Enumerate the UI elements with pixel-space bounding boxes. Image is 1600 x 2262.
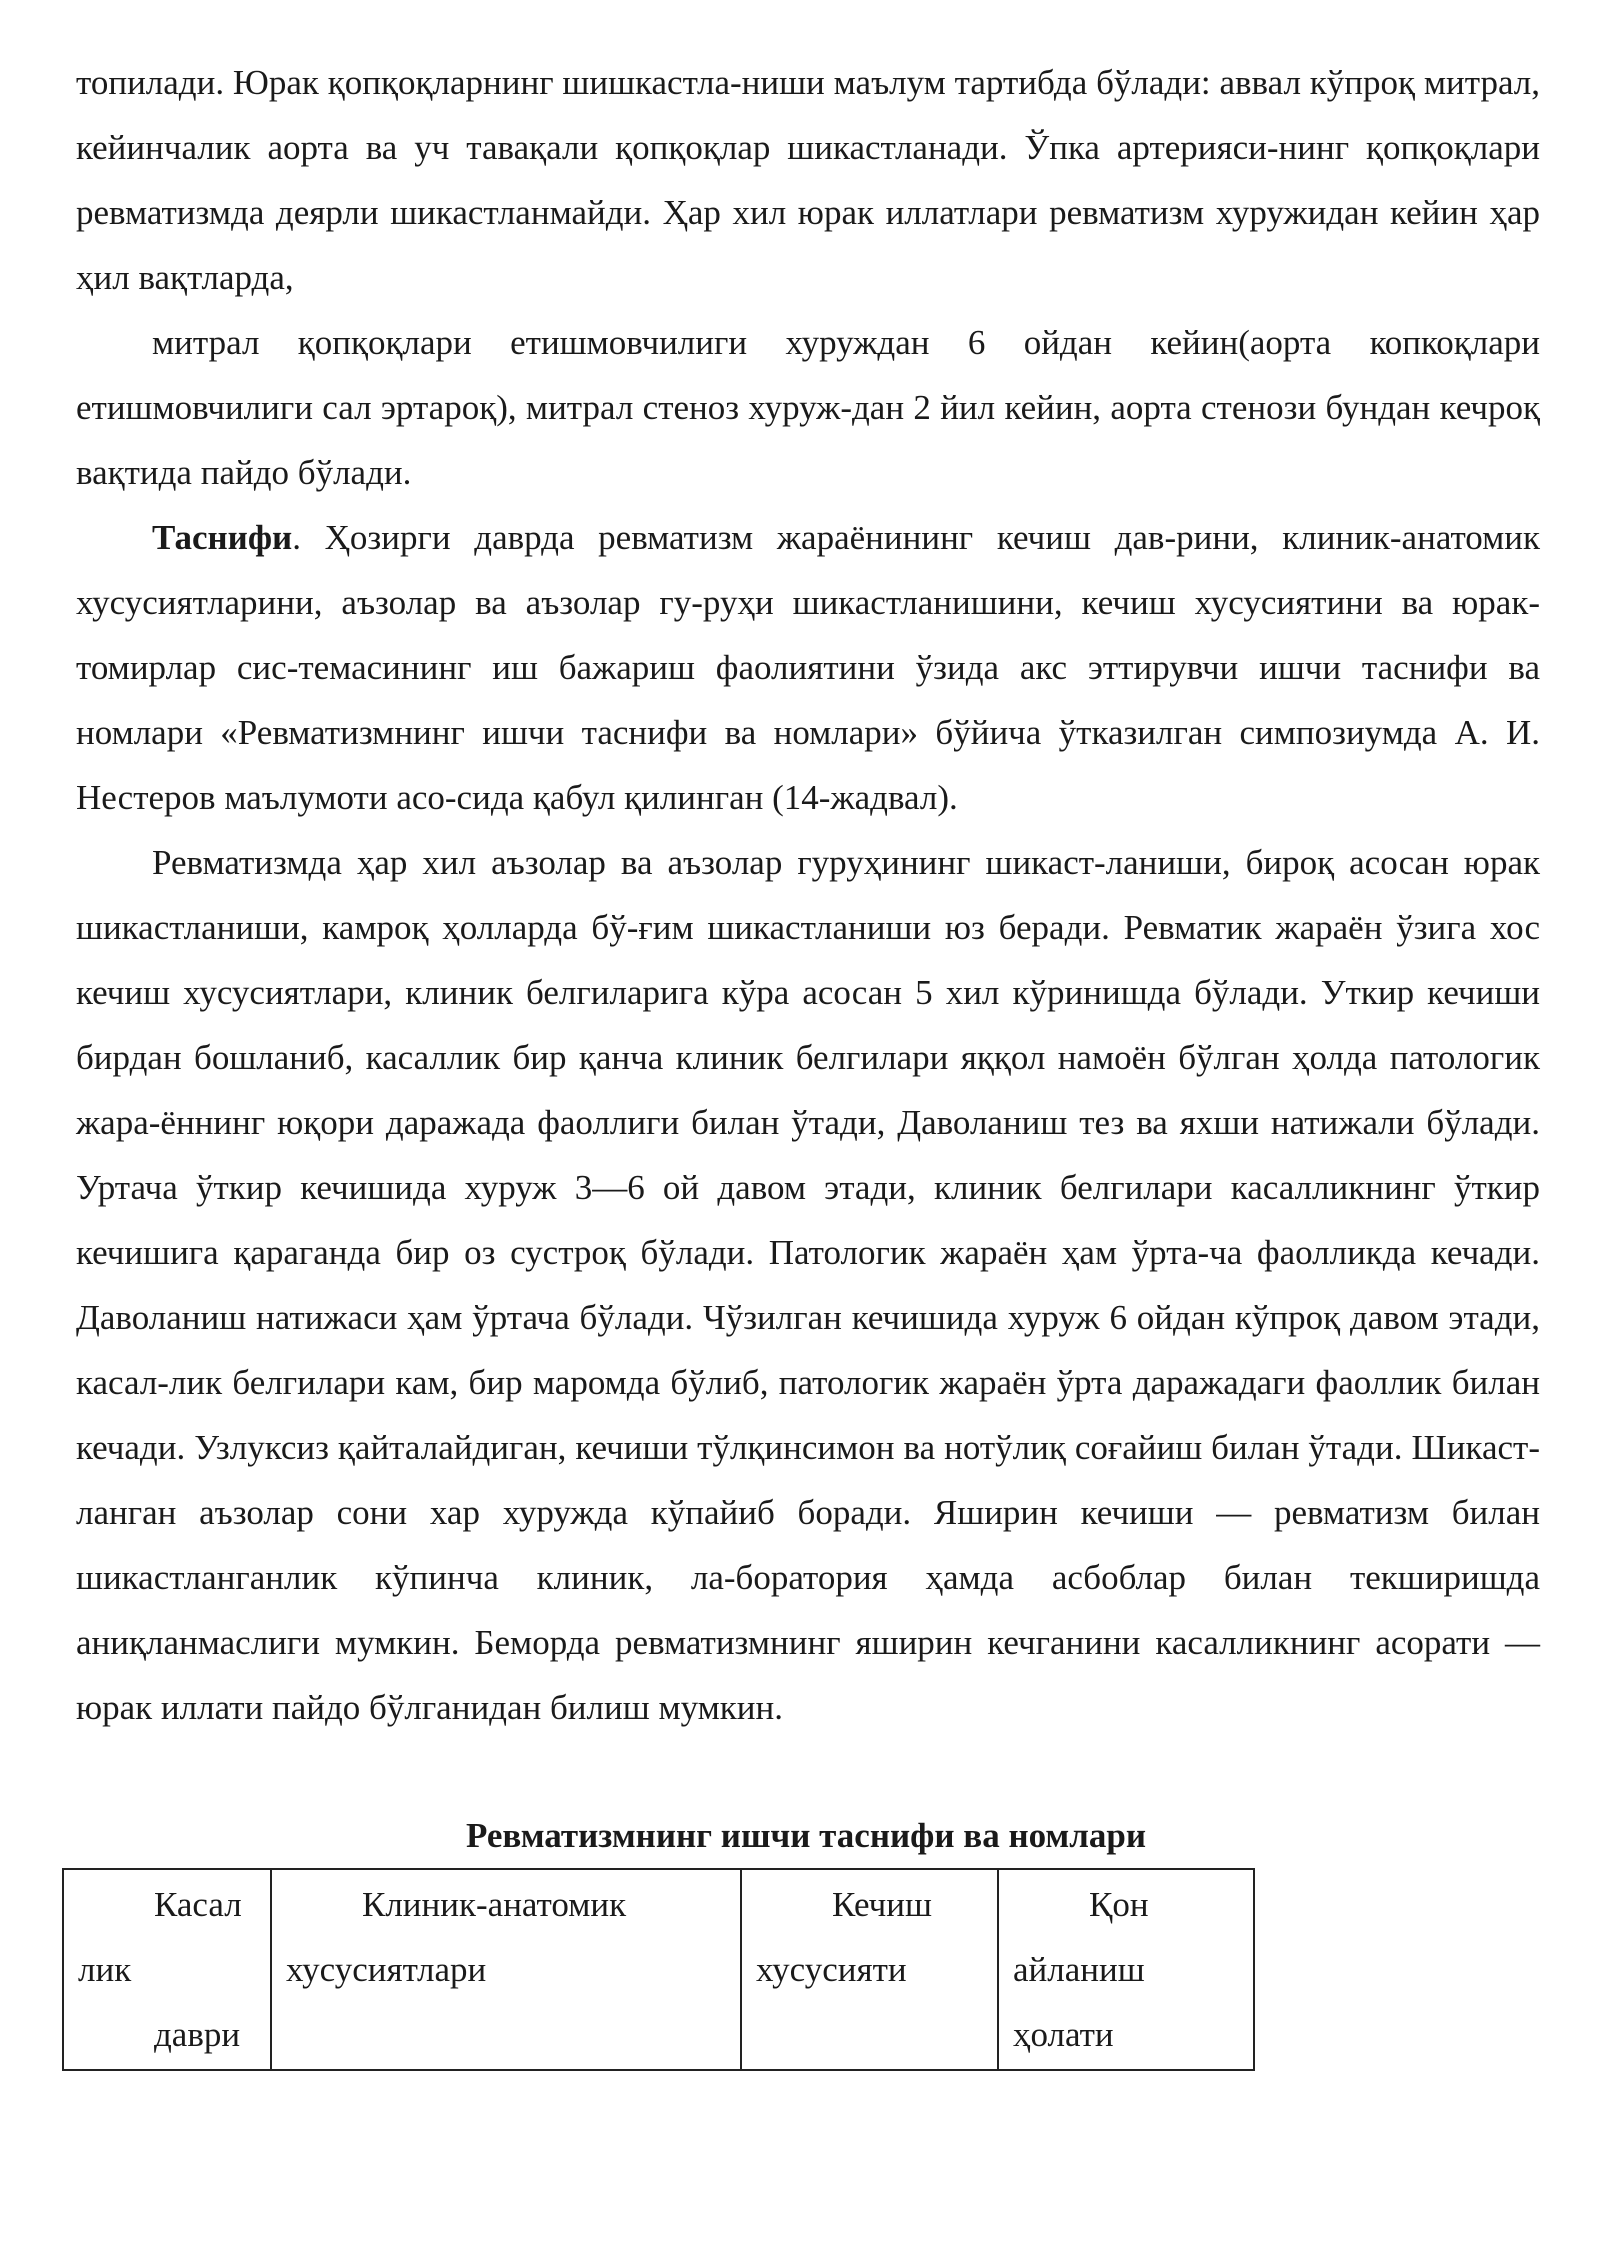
classification-text: . Ҳозирги даврда ревматизм жараёнининг кечиш дав-рини, клиник-анатомик хусусиятларини, аъзолар ва аъзолар гу-руҳи шикастланишини, кечиш хусусиятини ва юрак-томирлар сис-темасининг иш бажариш фаолиятини ўзида акс эттирувчи ишчи таснифи ва номлари «Ревматизмнинг ишчи таснифи ва номлари» бўйича ўтказилган симпозиумда А. И. Нестеров маълумоти асо-сида қабул қилинган (14-жадвал). [76, 518, 1540, 817]
header-cell-course [741, 1869, 998, 2070]
header-text: Касал [154, 1885, 242, 1924]
header-text: Қон [1089, 1885, 1149, 1924]
header-text: даври [154, 2015, 241, 2054]
header-cell-circulation [998, 1869, 1254, 2070]
header-text: Кечиш [832, 1885, 932, 1924]
paragraph-course-variants: Ревматизмда ҳар хил аъзолар ва аъзолар гуруҳининг шикаст-ланиши, бироқ асосан юрак шикастланиши, камроқ ҳолларда бў-ғим шикастланиши юз беради. Ревматик жараён ўзига хос кечиш хусусиятлари, клиник белгиларига кўра асосан 5 хил кўринишда бўлади. Уткир кечиши бирдан бошланиб, касаллик бир қанча клиник белгилари яққол намоён бўлган ҳолда патологик жара-ённинг юқори даражада фаоллиги билан ўтади, Даволаниш тез ва яхши натижали бўлади. Уртача ўткир кечишида хуруж 3—6 ой давом этади, клиник белгилари касалликнинг ўткир кечишига қараганда бир оз сустроқ бўлади. Патологик жараён ҳам ўрта-ча фаолликда кечади. Даволаниш натижаси ҳам ўртача бўлади. Чўзилган кечишида хуруж 6 ойдан кўпроқ давом этади, касал-лик белгилари кам, бир маромда бўлиб, патологик жараён ўрта даражадаги фаоллик билан кечади. Узлуксиз қайталайдиган, кечиши тўлқинсимон ва нотўлиқ соғайиш билан ўтади. Шикаст-ланган аъзолар сони хар хуружда кўпайиб боради. Яширин кечиши — ревматизм билан шикастланганлик кўпинча клиник, ла-боратория ҳамда асбоблар билан текширишда аниқланмаслиги мумкин. Беморда ревматизмнинг яширин кечганини касалликнинг асорати — юрак иллати пайдо бўлганидан билиш мумкин. [76, 843, 1540, 1727]
classification-table [62, 1868, 1255, 2071]
header-text: ҳолати [1013, 2015, 1114, 2054]
table-title: Ревматизмнинг ишчи таснифи ва номлари [465, 1816, 1147, 1855]
header-text: хусусиятлари [286, 1950, 487, 1989]
paragraph-classification [76, 505, 1540, 830]
paragraph-valve-damage: топилади. Юрак қопқоқларнинг шишкастла-ниши маълум тартибда бўлади: аввал кўпроқ митрал, кейинчалик аорта ва уч тавақали қопқоқлар шикастланади. Ўпка артерияси-нинг қопқоқлари ревматизмда деярли шикастланмайди. Ҳар хил юрак иллатлари ревматизм хуружидан кейин ҳар ҳил вақтларда, [76, 63, 1540, 297]
table-header-row [63, 1869, 1254, 2070]
header-text: айланиш [1013, 1950, 1145, 1989]
document-page [76, 50, 1540, 2071]
header-cell-clinical-anatomic [271, 1869, 741, 2070]
header-cell-disease-phase [63, 1869, 271, 2070]
header-text: Клиник-анатомик [362, 1885, 627, 1924]
header-text: лик [78, 1950, 132, 1989]
classification-heading: Таснифи [152, 518, 293, 557]
paragraph-defect-timing: митрал қопқоқлари етишмовчилиги хуруждан 6 ойдан кейин(аорта копкоқлари етишмовчилиги сал эртароқ), митрал стеноз хуруж-дан 2 йил кейин, аорта стенози бундан кечроқ вақтида пайдо бўлади. [76, 323, 1540, 492]
header-text: хусусияти [756, 1950, 907, 1989]
